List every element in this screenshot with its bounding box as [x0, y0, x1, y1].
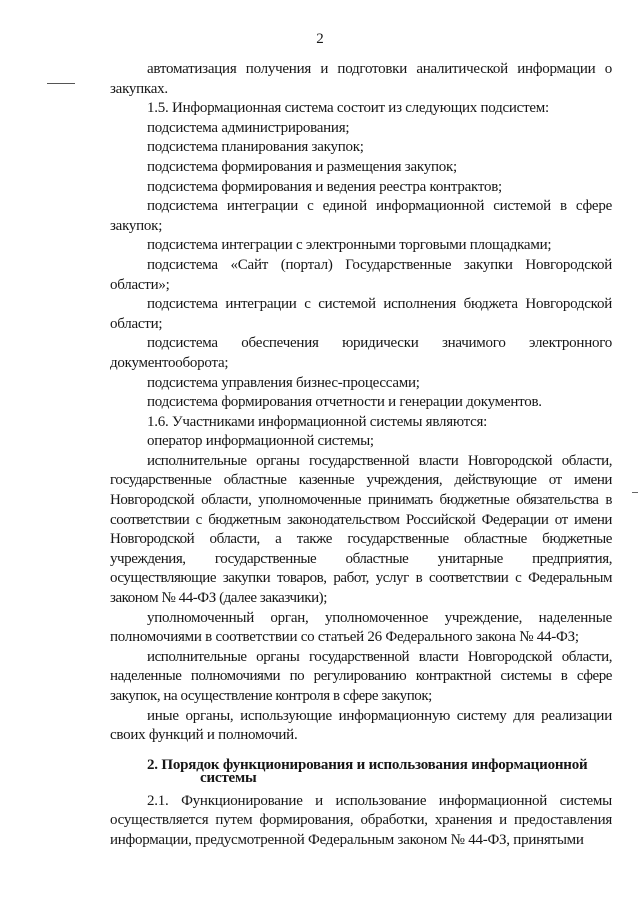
list-item-placement: подсистема формирования и размещения закупок;: [147, 158, 457, 175]
paragraph-2-1: 2.1. Функционирование и использование информационной системы осуществляется путем формирования, обработки, хранения и предоставления информации, предусмотренной Федеральным законом № 44-ФЗ, принятыми: [110, 792, 612, 848]
list-item-operator: оператор информационной системы;: [147, 433, 374, 450]
page-number: 2: [316, 31, 324, 47]
section-2-heading-line1: 2. Порядок функционирования и использования информационной: [147, 756, 588, 773]
scan-edge-mark: [632, 492, 638, 493]
paragraph-1-5: 1.5. Информационная система состоит из следующих подсистем:: [147, 100, 549, 117]
paragraph-1-6: 1.6. Участниками информационной системы являются:: [147, 413, 488, 430]
list-item-reporting: подсистема формирования отчетности и генерации документов.: [147, 394, 542, 411]
list-item-budget-integration: подсистема интеграции с системой исполнения бюджета Новгородской области;: [110, 296, 612, 332]
list-item-control-bodies: исполнительные органы государственной власти Новгородской области, наделенные полномочиями по регулированию контрактной системы в сфере закупок, на осуществление контроля в сфере закупок;: [110, 648, 612, 704]
section-2-heading: [110, 756, 612, 787]
scan-edge-mark: [47, 83, 75, 84]
list-item-planning: подсистема планирования закупок;: [147, 139, 364, 156]
list-item-eis-integration: подсистема интеграции с единой информационной системой в сфере закупок;: [110, 198, 612, 234]
list-item-administration: подсистема администрирования;: [147, 119, 350, 136]
section-2-heading-line2: системы: [200, 770, 257, 787]
list-item-contracts-registry: подсистема формирования и ведения реестра контрактов;: [147, 178, 502, 195]
paragraph-automation: автоматизация получения и подготовки аналитической информации о закупках.: [110, 61, 612, 97]
list-item-authorized-body: уполномоченный орган, уполномоченное учреждение, наделенные полномочиями в соответствии со статьей 26 Федерального закона № 44-ФЗ;: [110, 609, 612, 646]
list-item-other-bodies: иные органы, использующие информационную систему для реализации своих функций и полномочий.: [110, 707, 612, 744]
list-item-etp-integration: подсистема интеграции с электронными торговыми площадками;: [147, 237, 552, 254]
list-item-portal: подсистема «Сайт (портал) Государственные закупки Новгородской области»;: [110, 256, 612, 293]
document-body: [110, 60, 612, 851]
list-item-edo: подсистема обеспечения юридически значимого электронного документооборота;: [110, 335, 612, 371]
list-item-customers: исполнительные органы государственной власти Новгородской области, государственные областные казенные учреждения, действующие от имени Новгородской области, уполномоченные принимать бюджетные обязательства в соответствии с бюджетным законодательством Российской Федерации от имени Новгородской области, а также государственные областные бюджетные учреждения, государственные областные унитарные предприятия, осуществляющие закупки товаров, работ, услуг в соответствии с Федеральным законом № 44-ФЗ (далее заказчики);: [110, 452, 612, 607]
list-item-bpm: подсистема управления бизнес-процессами;: [147, 374, 420, 391]
